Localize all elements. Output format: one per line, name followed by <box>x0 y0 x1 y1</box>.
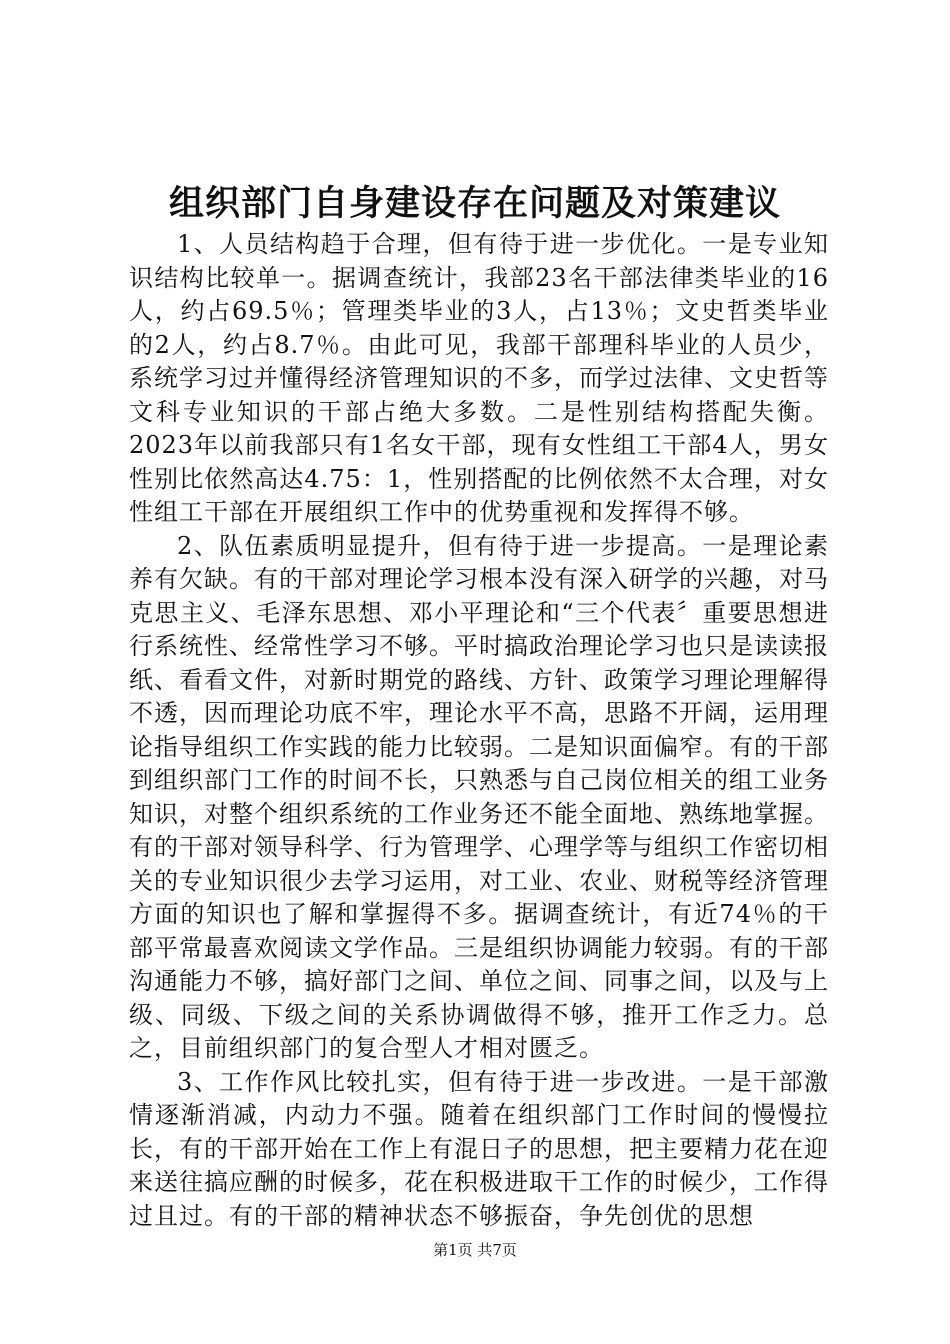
page-number-footer: 第1页 共7页 <box>433 1241 517 1259</box>
paragraph-3: 3、工作作风比较扎实，但有待于进一步改进。一是干部激情逐渐消减，内动力不强。随着在组织部门工作时间的慢慢拉长，有的干部开始在工作上有混日子的思想，把主要精力花在迎来送往搞应酬的时候多，花在积极进取干工作的时候少，工作得过且过。有的干部的精神状态不够振奋，争先创优的思想 <box>129 1067 829 1230</box>
document-body <box>129 228 829 1233</box>
paragraph-2: 2、队伍素质明显提升，但有待于进一步提高。一是理论素养有欠缺。有的干部对理论学习根本没有深入研学的兴趣，对马克思主义、毛泽东思想、邓小平理论和“三个代表〞重要思想进行系统性、经常性学习不够。平时搞政治理论学习也只是读读报纸、看看文件，对新时期党的路线、方针、政策学习理论理解得不透，因而理论功底不牢，理论水平不高，思路不开阔，运用理论指导组织工作实践的能力比较弱。二是知识面偏窄。有的干部到组织部门工作的时间不长，只熟悉与自己岗位相关的组工业务知识，对整个组织系统的工作业务还不能全面地、熟练地掌握。有的干部对领导科学、行为管理学、心理学等与组织工作密切相关的专业知识很少去学习运用，对工业、农业、财税等经济管理方面的知识也了解和掌握得不多。据调查统计，有近74％的干部平常最喜欢阅读文学作品。三是组织协调能力较弱。有的干部沟通能力不够，搞好部门之间、单位之间、同事之间，以及与上级、同级、下级之间的关系协调做得不够，推开工作乏力。总之，目前组织部门的复合型人才相对匮乏。 <box>129 531 829 1062</box>
document-title: 组织部门自身建设存在问题及对策建议 <box>168 183 781 224</box>
paragraph-1: 1、人员结构趋于合理，但有待于进一步优化。一是专业知识结构比较单一。据调查统计，我部23名干部法律类毕业的16人，约占69.5％；管理类毕业的3人，占13％；文史哲类毕业的2人，约占8.7％。由此可见，我部干部理科毕业的人员少，系统学习过并懂得经济管理知识的不多，而学过法律、文史哲等文科专业知识的干部占绝大多数。二是性别结构搭配失衡。2023年以前我部只有1名女干部，现有女性组工干部4人，男女性别比依然高达4.75：1，性别搭配的比例依然不太合理，对女性组工干部在开展组织工作中的优势重视和发挥得不够。 <box>129 230 829 526</box>
